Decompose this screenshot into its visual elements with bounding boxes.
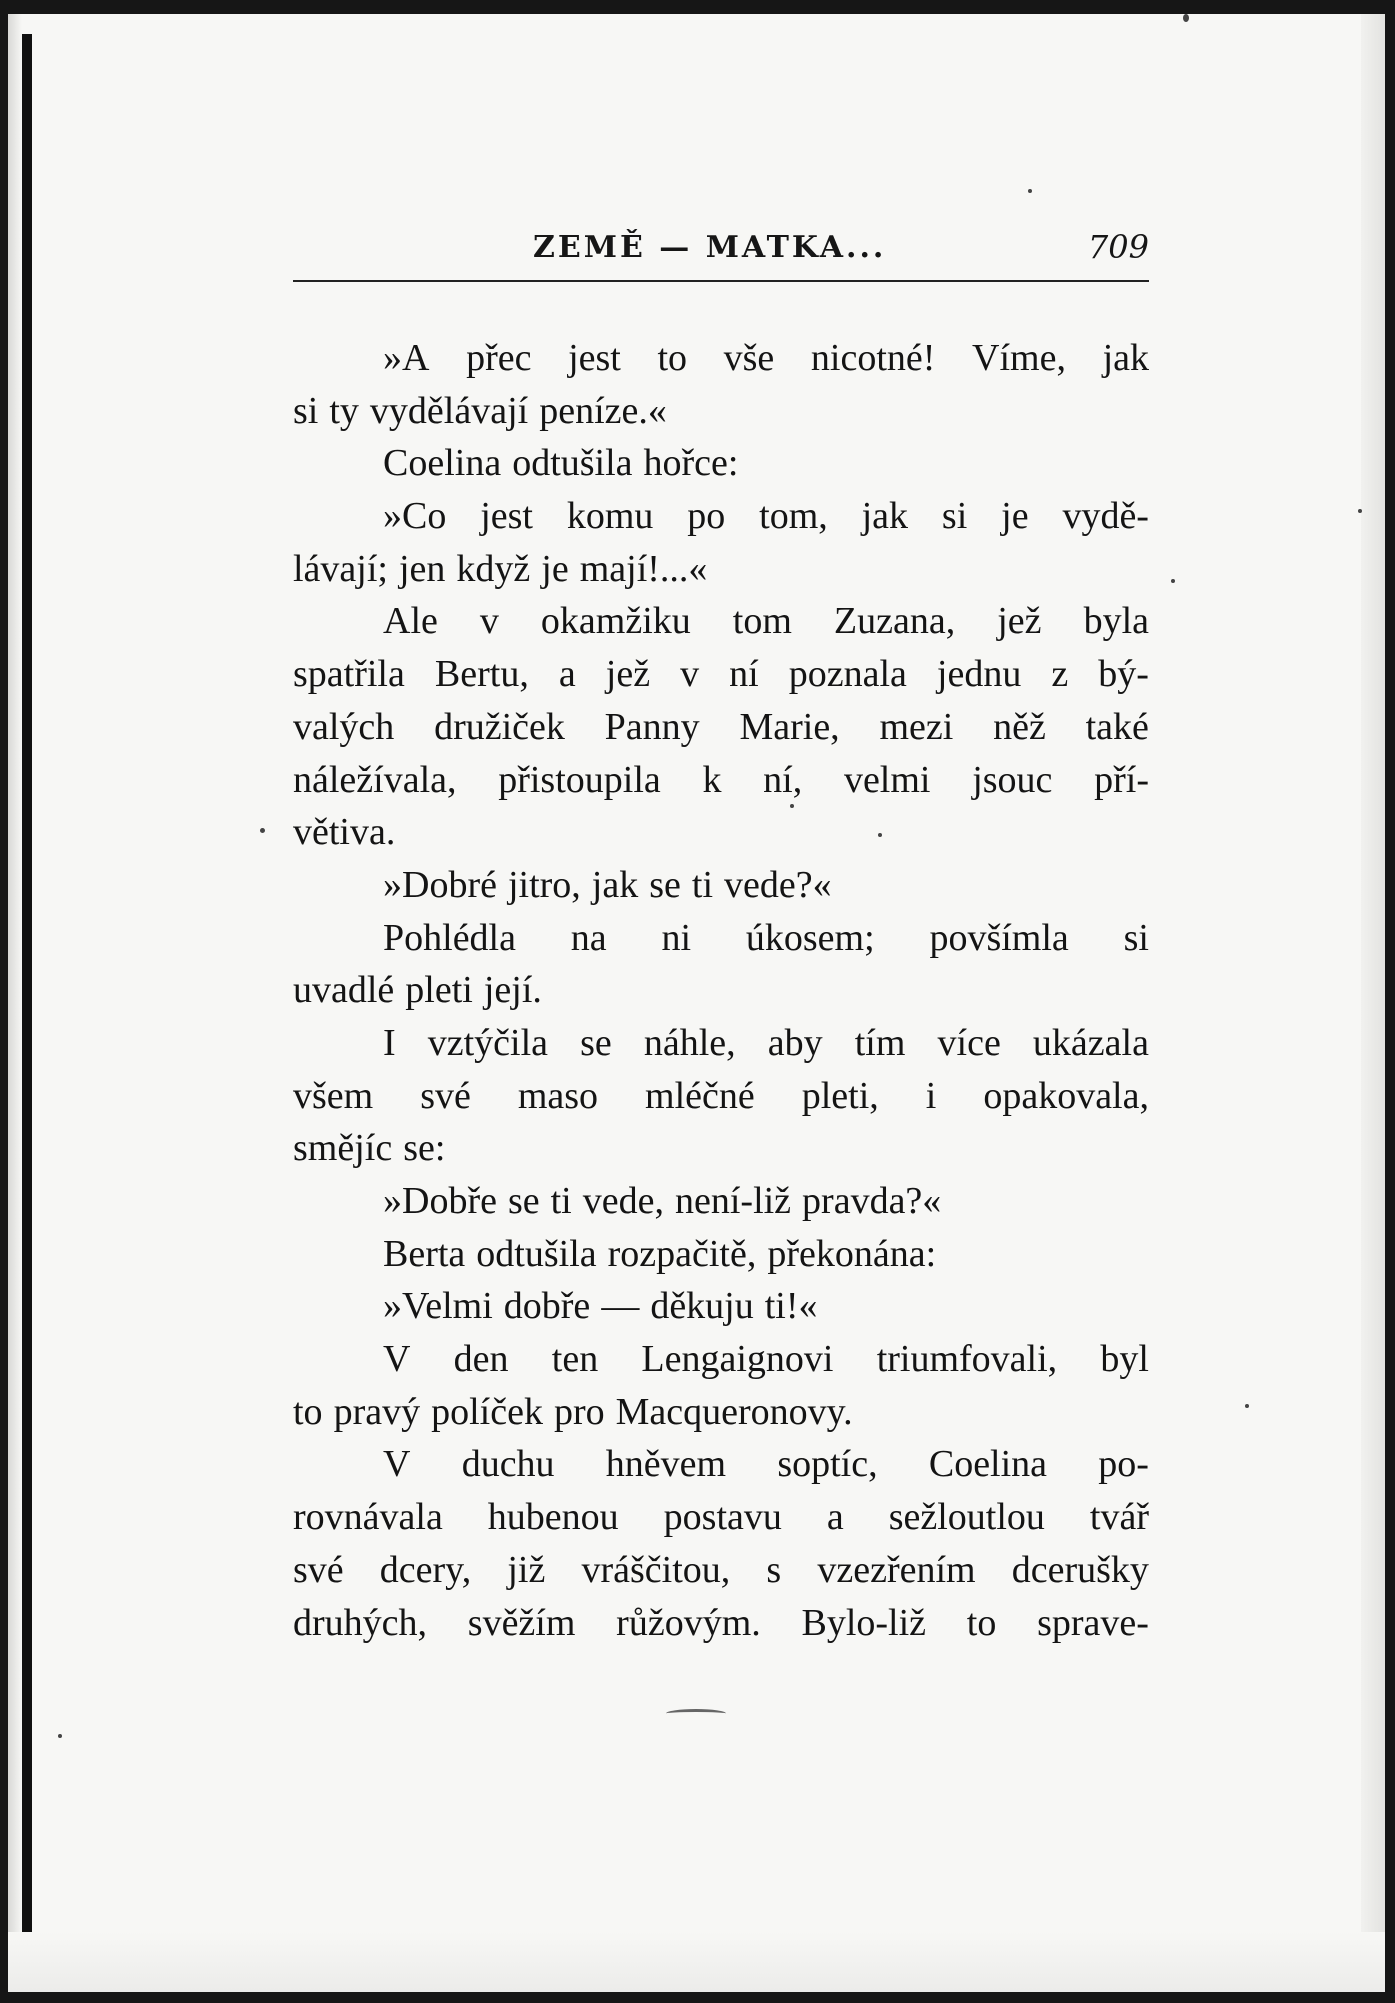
word: úkosem; [745,916,875,959]
ink-speck [1245,1404,1249,1408]
word: Ale [383,600,438,643]
ink-speck [58,1734,62,1738]
word: hněvem [605,1443,727,1486]
word: Macqueronovy. [615,1390,853,1433]
word: sežloutlou [888,1496,1045,1539]
running-header [293,226,1149,276]
word: jež [997,600,1042,643]
word: Víme, [972,337,1066,379]
word: pleti [405,969,473,1012]
word: její. [483,969,542,1012]
text-line [293,1438,1149,1491]
text-line [293,859,1149,912]
word: je [1001,495,1029,538]
word: I [383,1021,396,1064]
word: vede?« [724,863,832,906]
word: lávají; [293,547,388,590]
text-line [293,385,1149,438]
word: tvář [1089,1496,1149,1539]
text-line [293,754,1149,807]
text-line [293,1280,1149,1333]
word: komu [566,495,654,538]
word: v [680,653,700,696]
page-number: 709 [1087,228,1149,266]
word: to [293,1390,323,1433]
text-line [293,1017,1149,1070]
word: opakovala, [983,1074,1149,1117]
word: již [507,1548,546,1591]
word: si [941,495,968,538]
word: Pohlédla [383,916,516,959]
word: dcerušky [1011,1548,1149,1591]
word: — [601,1285,640,1328]
word: pravda?« [802,1180,942,1222]
word: dobře [503,1285,591,1328]
word: není-liž [674,1180,792,1222]
word: v [479,600,499,643]
word: také [1085,705,1149,748]
ink-smudge [666,1709,726,1718]
word: odtušila [512,442,633,485]
word: »A [383,337,430,379]
word: více [937,1021,1001,1064]
word: V [383,1338,411,1381]
text-line [293,1544,1149,1597]
word: odtušila [476,1232,597,1275]
word: jen [398,547,446,590]
word: ti [691,863,714,906]
word: jest [480,495,533,538]
word: se [580,1021,612,1064]
word: ukázala [1032,1021,1149,1064]
word: tom [732,600,792,643]
word: když [456,547,531,590]
word: vzezřením [817,1548,976,1591]
word: své [420,1074,471,1117]
word: Marie, [739,705,840,748]
text-line [293,543,1149,596]
word: překonána: [767,1232,937,1275]
word: Panny [604,705,700,748]
page-bottom-shade [8,1932,1385,1992]
word: bý- [1098,653,1149,696]
word: svěžím [467,1601,576,1644]
word: ty [329,389,359,432]
word: družiček [434,705,565,748]
word: maso [517,1074,599,1117]
text-line [293,1122,1149,1175]
page-right-edge [1361,14,1385,1992]
word: smějíc [293,1127,393,1170]
word: ní [729,653,759,696]
text-line [293,490,1149,543]
word: mezi [879,705,954,748]
word: rozpačitě, [607,1232,757,1275]
word: spatřila [293,653,405,696]
word: aby [767,1021,823,1064]
text-line [293,437,1149,490]
word: triumfovali, [876,1338,1058,1381]
word: uvadlé [293,969,395,1012]
word: postavu [663,1496,782,1539]
word: velmi [843,758,931,801]
word: i [925,1074,937,1117]
word: vztýčila [427,1021,549,1064]
word: hořce: [643,442,739,485]
word: ti!« [764,1285,818,1328]
word: Zuzana, [833,600,956,643]
text-line [293,701,1149,754]
word: všem [293,1074,374,1117]
header-rule [293,280,1149,282]
ink-speck [1171,579,1175,583]
word: Coelina [928,1443,1048,1486]
word: políček [431,1390,543,1433]
text-line [293,595,1149,648]
word: poznala [788,653,907,696]
word: den [453,1338,509,1381]
text-line [293,964,1149,1017]
word: druhých, [293,1601,428,1644]
word: V [383,1443,411,1486]
word: valých [293,705,395,748]
word: duchu [461,1443,555,1486]
word: povšímla [929,916,1069,959]
word: tom, [759,495,828,538]
word: ten [551,1338,599,1381]
word: přistoupila [498,758,661,801]
word: Berta [383,1232,466,1275]
ink-speck [260,828,265,833]
word: jak [1102,337,1149,379]
word: mléčné [645,1074,755,1117]
word: jak [591,863,639,906]
word: pří- [1094,758,1149,801]
word: se [649,863,681,906]
word: a [826,1496,844,1539]
word: ní, [763,758,803,801]
word: pro [553,1390,605,1433]
word: pravý [333,1390,421,1433]
text-line [293,1228,1149,1281]
word: s [766,1548,782,1591]
ink-speck [1028,189,1032,193]
word: jak [861,495,909,538]
word: je [541,547,569,590]
word: se: [403,1127,446,1170]
word: větiva. [293,811,396,854]
word: dcery, [379,1548,472,1591]
word: růžovým. [616,1601,761,1644]
word: po- [1098,1443,1149,1486]
word: byla [1083,600,1149,643]
word: »Co [383,495,447,538]
word: mají!...« [579,547,708,590]
ink-speck [1183,14,1189,22]
word: soptíc, [777,1443,878,1486]
word: své [293,1548,344,1591]
word: a [558,653,576,696]
running-title: ZEMĚ — MATKA... [533,230,887,265]
text-line [293,648,1149,701]
word: vše [723,337,775,379]
page-gutter-shade [8,14,22,1992]
ink-speck [1358,509,1362,513]
word: po [687,495,726,538]
word: vráščitou, [581,1548,731,1591]
word: si [293,389,319,432]
text-line [293,806,1149,859]
text-line [293,1175,1149,1228]
word: vydělávají [369,389,529,432]
text-line [293,1597,1149,1650]
word: peníze.« [539,389,667,432]
word: sprave- [1037,1601,1149,1644]
body-text [293,332,1149,1649]
word: Lengaignovi [641,1338,834,1381]
word: jednu [936,653,1022,696]
word: hubenou [487,1496,619,1539]
word: okamžiku [540,600,691,643]
word: Bylo-liž [801,1601,927,1644]
word: Bertu, [434,653,529,696]
word: přec [466,337,532,379]
page-binding-edge [22,34,32,1992]
word: náležívala, [293,758,457,801]
word: si [1123,916,1149,959]
text-line [293,1491,1149,1544]
word: vydě- [1062,495,1149,538]
word: se [507,1180,540,1222]
word: tím [854,1021,906,1064]
text-line [293,1070,1149,1123]
word: byl [1100,1338,1149,1381]
word: pleti, [801,1074,879,1117]
word: »Dobře [383,1180,497,1222]
text-line [293,1333,1149,1386]
word: »Velmi [383,1285,493,1328]
text-line [293,1386,1149,1439]
word: jitro, [507,863,581,906]
word: k [702,758,722,801]
word: rovnávala [293,1496,443,1539]
text-line [293,332,1149,385]
word: na [570,916,607,959]
word: jest [568,337,621,379]
word: jež [605,653,651,696]
text-line [293,912,1149,965]
word: náhle, [643,1021,736,1064]
word: to [966,1601,997,1644]
word: Coelina [383,442,502,485]
word: vede, [582,1180,664,1222]
word: »Dobré [383,863,497,906]
word: děkuju [650,1285,754,1328]
word: z [1051,653,1069,696]
word: ni [661,916,692,959]
word: něž [993,705,1046,748]
word: nicotné! [810,337,936,379]
word: jsouc [972,758,1053,801]
book-page [8,14,1385,1992]
word: ti [550,1180,572,1222]
word: to [657,337,688,379]
